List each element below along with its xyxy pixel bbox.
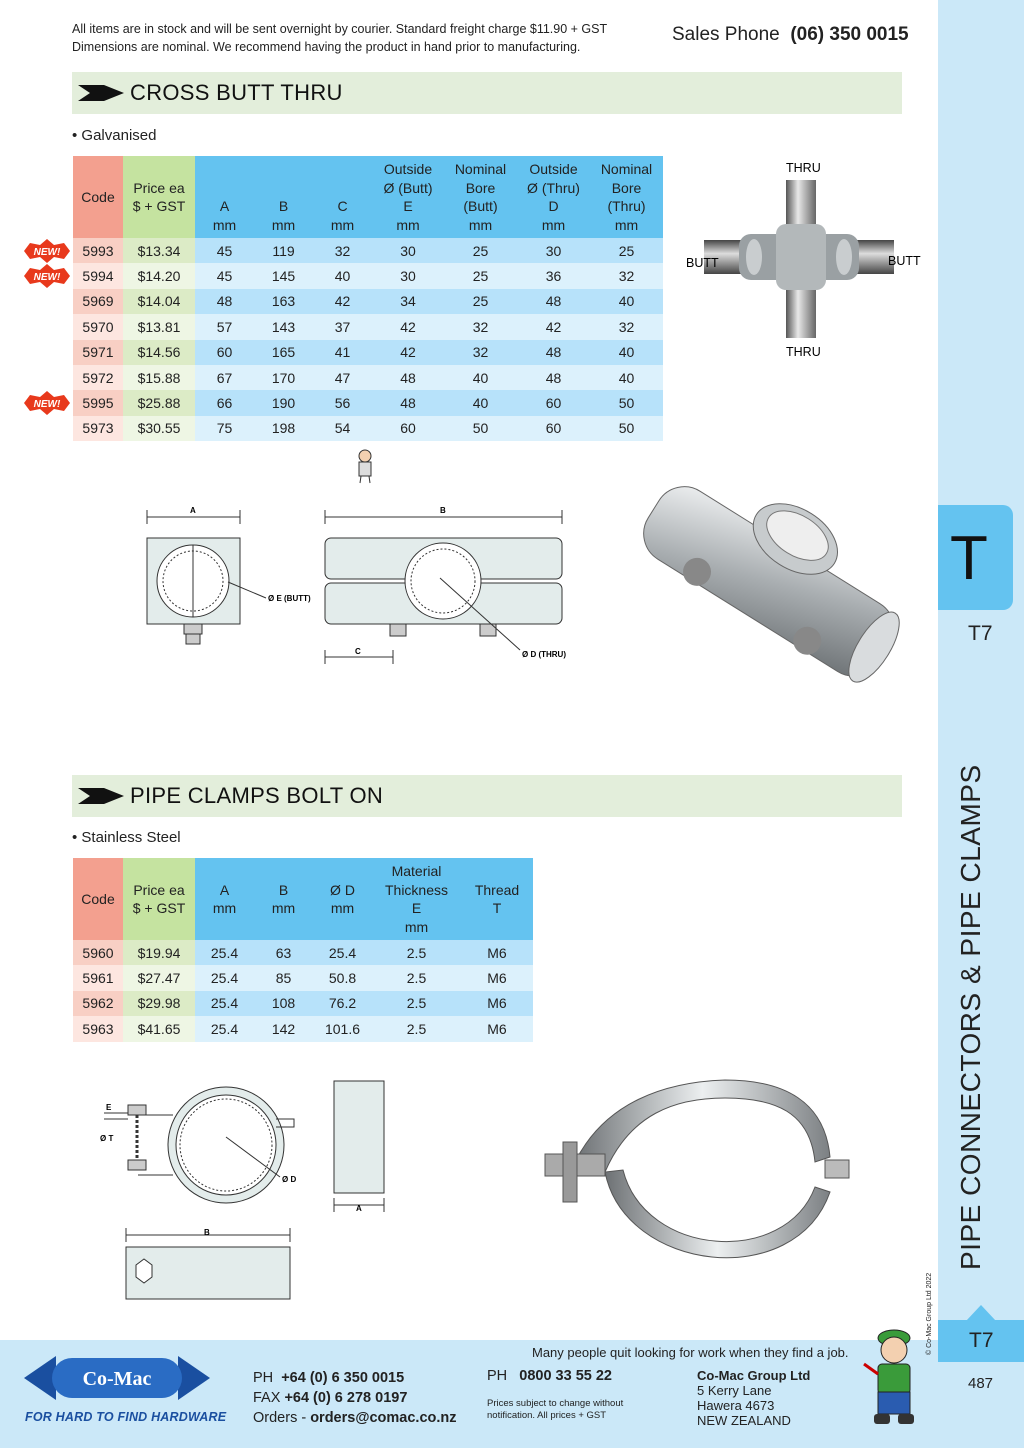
dim-b-label-2: B xyxy=(204,1228,210,1237)
page-code-tab xyxy=(938,1320,1024,1362)
cell-price: $14.04 xyxy=(123,289,195,314)
col-b: B mm xyxy=(254,156,313,238)
table-row xyxy=(73,965,533,990)
cell-t: M6 xyxy=(461,965,533,990)
pipe-clamp-drawing xyxy=(98,1075,398,1305)
label-thru-bottom: THRU xyxy=(786,345,821,359)
cell-d: 101.6 xyxy=(313,1016,372,1041)
cell-d: 60 xyxy=(517,416,590,441)
cell-d: 50.8 xyxy=(313,965,372,990)
new-badge xyxy=(22,391,72,420)
cell-a: 57 xyxy=(195,314,254,339)
cell-e: 2.5 xyxy=(372,940,461,965)
cell-c: 32 xyxy=(313,238,372,263)
label-thru-top: THRU xyxy=(786,161,821,175)
company-address: Co-Mac Group Ltd 5 Kerry Lane Hawera 4673 NEW ZEALAND xyxy=(697,1368,811,1428)
material-label-2: • Stainless Steel xyxy=(72,829,181,846)
col-b: B mm xyxy=(254,858,313,940)
cell-e: 42 xyxy=(372,314,444,339)
cell-c: 54 xyxy=(313,416,372,441)
cell-e: 60 xyxy=(372,416,444,441)
pipe-clamp-table xyxy=(73,858,533,1042)
cell-code: 5972 xyxy=(73,365,123,390)
cross-butt-table xyxy=(73,156,663,441)
cell-c: 37 xyxy=(313,314,372,339)
sales-phone xyxy=(672,24,909,46)
col-e: Outside Ø (Butt) E mm xyxy=(372,156,444,238)
cell-d: 30 xyxy=(517,238,590,263)
cell-c: 47 xyxy=(313,365,372,390)
new-badge-text: NEW! xyxy=(33,399,61,411)
cell-code: 5961 xyxy=(73,965,123,990)
cell-d: 36 xyxy=(517,263,590,288)
dim-b-label: B xyxy=(440,506,446,515)
cell-price: $19.94 xyxy=(123,940,195,965)
col-price: Price ea $ + GST xyxy=(123,858,195,940)
table-row xyxy=(73,991,533,1016)
sales-phone-label: Sales Phone xyxy=(672,24,780,45)
cell-t: M6 xyxy=(461,940,533,965)
table-row xyxy=(73,238,663,263)
table-row xyxy=(73,416,663,441)
dim-a-label: A xyxy=(190,506,196,515)
section-title: CROSS BUTT THRU xyxy=(130,80,343,105)
cell-d: 42 xyxy=(517,314,590,339)
cell-b: 63 xyxy=(254,940,313,965)
cell-nbb: 25 xyxy=(444,289,517,314)
cell-nbt: 32 xyxy=(590,263,663,288)
cell-price: $14.56 xyxy=(123,340,195,365)
table-row xyxy=(73,390,663,415)
cell-t: M6 xyxy=(461,1016,533,1041)
section-tab xyxy=(938,505,1013,610)
col-price: Price ea $ + GST xyxy=(123,156,195,238)
cell-nbt: 40 xyxy=(590,365,663,390)
cell-t: M6 xyxy=(461,991,533,1016)
cell-d: 60 xyxy=(517,390,590,415)
cell-e: 42 xyxy=(372,340,444,365)
cell-price: $13.81 xyxy=(123,314,195,339)
dim-a-label-2: A xyxy=(356,1204,362,1213)
cell-code: 5970 xyxy=(73,314,123,339)
new-badge-text: NEW! xyxy=(33,247,61,258)
new-badge-text: NEW! xyxy=(33,272,61,284)
arrow-icon xyxy=(78,788,124,804)
cell-nbt: 25 xyxy=(590,238,663,263)
cell-price: $25.88 xyxy=(123,390,195,415)
cell-nbb: 40 xyxy=(444,390,517,415)
table-row xyxy=(73,365,663,390)
cell-b: 143 xyxy=(254,314,313,339)
mascot-small-icon xyxy=(352,448,378,484)
cell-code: 5995 xyxy=(73,390,123,415)
dim-e-label: Ø E (BUTT) xyxy=(268,594,311,603)
col-a: A mm xyxy=(195,156,254,238)
sales-phone-number: (06) 350 0015 xyxy=(790,24,909,45)
cell-code: 5993 xyxy=(73,238,123,263)
tagline: FOR HARD TO FIND HARDWARE xyxy=(25,1410,227,1424)
cell-code: 5994 xyxy=(73,263,123,288)
page-number: 487 xyxy=(968,1375,994,1392)
table-row xyxy=(73,940,533,965)
copyright: © Co-Mac Group Ltd 2022 xyxy=(926,1272,933,1355)
cell-b: 163 xyxy=(254,289,313,314)
cell-nbt: 50 xyxy=(590,416,663,441)
cross-butt-photo xyxy=(684,158,924,363)
table-row xyxy=(73,289,663,314)
cell-code: 5969 xyxy=(73,289,123,314)
table-row xyxy=(73,340,663,365)
cross-butt-drawing xyxy=(140,502,580,672)
dim-e-label-2: E xyxy=(106,1103,112,1112)
stock-notice: All items are in stock and will be sent overnight by courier. Standard freight charge $11.90 + GST Dimensions are nominal. We recommend having the product in hand prior to manufacturing. xyxy=(72,22,608,54)
cell-nbb: 25 xyxy=(444,263,517,288)
cell-e: 48 xyxy=(372,390,444,415)
cell-e: 30 xyxy=(372,238,444,263)
section-title-2: PIPE CLAMPS BOLT ON xyxy=(130,783,384,808)
cell-b: 85 xyxy=(254,965,313,990)
table-header-row xyxy=(73,858,533,940)
cell-nbb: 40 xyxy=(444,365,517,390)
company-name: Co-Mac Group Ltd xyxy=(697,1368,811,1383)
dim-d-label: Ø D (THRU) xyxy=(522,650,566,659)
cell-nbt: 40 xyxy=(590,340,663,365)
logo-text: Co-Mac xyxy=(82,1368,152,1390)
contact-block: PH +64 (0) 6 350 0015 FAX +64 (0) 6 278 0197 Orders - orders@comac.co.nz xyxy=(253,1370,457,1426)
disclaimer: Prices subject to change without notification. All prices + GST xyxy=(487,1398,624,1421)
cell-c: 56 xyxy=(313,390,372,415)
dim-c-label: C xyxy=(355,647,361,656)
cell-a: 75 xyxy=(195,416,254,441)
cell-nbt: 50 xyxy=(590,390,663,415)
cell-c: 41 xyxy=(313,340,372,365)
cell-a: 66 xyxy=(195,390,254,415)
cell-d: 48 xyxy=(517,365,590,390)
category-title: PIPE CONNECTORS & PIPE CLAMPS xyxy=(955,764,986,1270)
label-butt-right: BUTT xyxy=(888,254,921,268)
cell-b: 108 xyxy=(254,991,313,1016)
cell-c: 42 xyxy=(313,289,372,314)
cell-a: 45 xyxy=(195,238,254,263)
tab-arrow-icon xyxy=(966,1303,996,1321)
cell-a: 48 xyxy=(195,289,254,314)
cell-b: 190 xyxy=(254,390,313,415)
cell-d: 25.4 xyxy=(313,940,372,965)
table-row xyxy=(73,314,663,339)
freephone: PH 0800 33 55 22 xyxy=(487,1368,612,1384)
cell-code: 5962 xyxy=(73,991,123,1016)
cell-e: 2.5 xyxy=(372,1016,461,1041)
cell-b: 119 xyxy=(254,238,313,263)
col-nb-thru: Nominal Bore (Thru) mm xyxy=(590,156,663,238)
section-title-band-2 xyxy=(72,775,902,817)
cell-a: 67 xyxy=(195,365,254,390)
col-code: Code xyxy=(73,156,123,238)
cell-b: 170 xyxy=(254,365,313,390)
cell-price: $29.98 xyxy=(123,991,195,1016)
cell-d: 48 xyxy=(517,340,590,365)
cell-b: 142 xyxy=(254,1016,313,1041)
cell-code: 5973 xyxy=(73,416,123,441)
table-row xyxy=(73,263,663,288)
label-butt-left: BUTT xyxy=(686,256,719,270)
cell-code: 5971 xyxy=(73,340,123,365)
arrow-icon xyxy=(78,85,124,101)
cell-a: 25.4 xyxy=(195,965,254,990)
section-title-band xyxy=(72,72,902,114)
cell-price: $41.65 xyxy=(123,1016,195,1041)
col-d: Outside Ø (Thru) D mm xyxy=(517,156,590,238)
dim-d-label-2: Ø D xyxy=(282,1175,297,1184)
col-c: C mm xyxy=(313,156,372,238)
mascot-icon xyxy=(858,1324,928,1428)
col-nb-butt: Nominal Bore (Butt) mm xyxy=(444,156,517,238)
cell-d: 76.2 xyxy=(313,991,372,1016)
cell-price: $27.47 xyxy=(123,965,195,990)
cell-e: 48 xyxy=(372,365,444,390)
cell-d: 48 xyxy=(517,289,590,314)
cell-e: 34 xyxy=(372,289,444,314)
pipe-clamp-photo xyxy=(535,1062,857,1302)
table-header-row xyxy=(73,156,663,238)
page-code-bottom: T7 xyxy=(969,1329,994,1352)
page-code: T7 xyxy=(968,622,993,645)
quip: Many people quit looking for work when they find a job. xyxy=(532,1345,849,1360)
cell-e: 30 xyxy=(372,263,444,288)
cell-b: 198 xyxy=(254,416,313,441)
cell-e: 2.5 xyxy=(372,965,461,990)
cell-a: 45 xyxy=(195,263,254,288)
table-row xyxy=(73,1016,533,1041)
cell-b: 145 xyxy=(254,263,313,288)
col-thread: Thread T xyxy=(461,858,533,940)
cell-b: 165 xyxy=(254,340,313,365)
col-a: A mm xyxy=(195,858,254,940)
col-thickness: Material Thickness E mm xyxy=(372,858,461,940)
cell-a: 25.4 xyxy=(195,991,254,1016)
material-label: • Galvanised xyxy=(72,127,157,144)
cell-price: $15.88 xyxy=(123,365,195,390)
new-badge xyxy=(22,264,72,293)
cell-a: 60 xyxy=(195,340,254,365)
cell-nbt: 40 xyxy=(590,289,663,314)
cell-nbb: 32 xyxy=(444,314,517,339)
cell-price: $30.55 xyxy=(123,416,195,441)
phone-number: +64 (0) 6 350 0015 xyxy=(281,1370,405,1386)
cell-price: $14.20 xyxy=(123,263,195,288)
fax-number: +64 (0) 6 278 0197 xyxy=(284,1390,408,1406)
cell-nbt: 32 xyxy=(590,314,663,339)
tab-letter: T xyxy=(950,524,988,593)
cell-code: 5963 xyxy=(73,1016,123,1041)
cell-nbb: 50 xyxy=(444,416,517,441)
orders-email[interactable]: orders@comac.co.nz xyxy=(310,1410,457,1426)
cell-e: 2.5 xyxy=(372,991,461,1016)
dim-t-label: Ø T xyxy=(100,1134,114,1143)
col-d: Ø D mm xyxy=(313,858,372,940)
freephone-number: 0800 33 55 22 xyxy=(519,1368,612,1384)
comac-logo xyxy=(24,1352,210,1404)
cell-price: $13.34 xyxy=(123,238,195,263)
cell-c: 40 xyxy=(313,263,372,288)
cell-nbb: 25 xyxy=(444,238,517,263)
col-code: Code xyxy=(73,858,123,940)
cross-butt-fitting-photo xyxy=(625,462,917,694)
cell-a: 25.4 xyxy=(195,940,254,965)
cell-nbb: 32 xyxy=(444,340,517,365)
cell-a: 25.4 xyxy=(195,1016,254,1041)
cell-code: 5960 xyxy=(73,940,123,965)
